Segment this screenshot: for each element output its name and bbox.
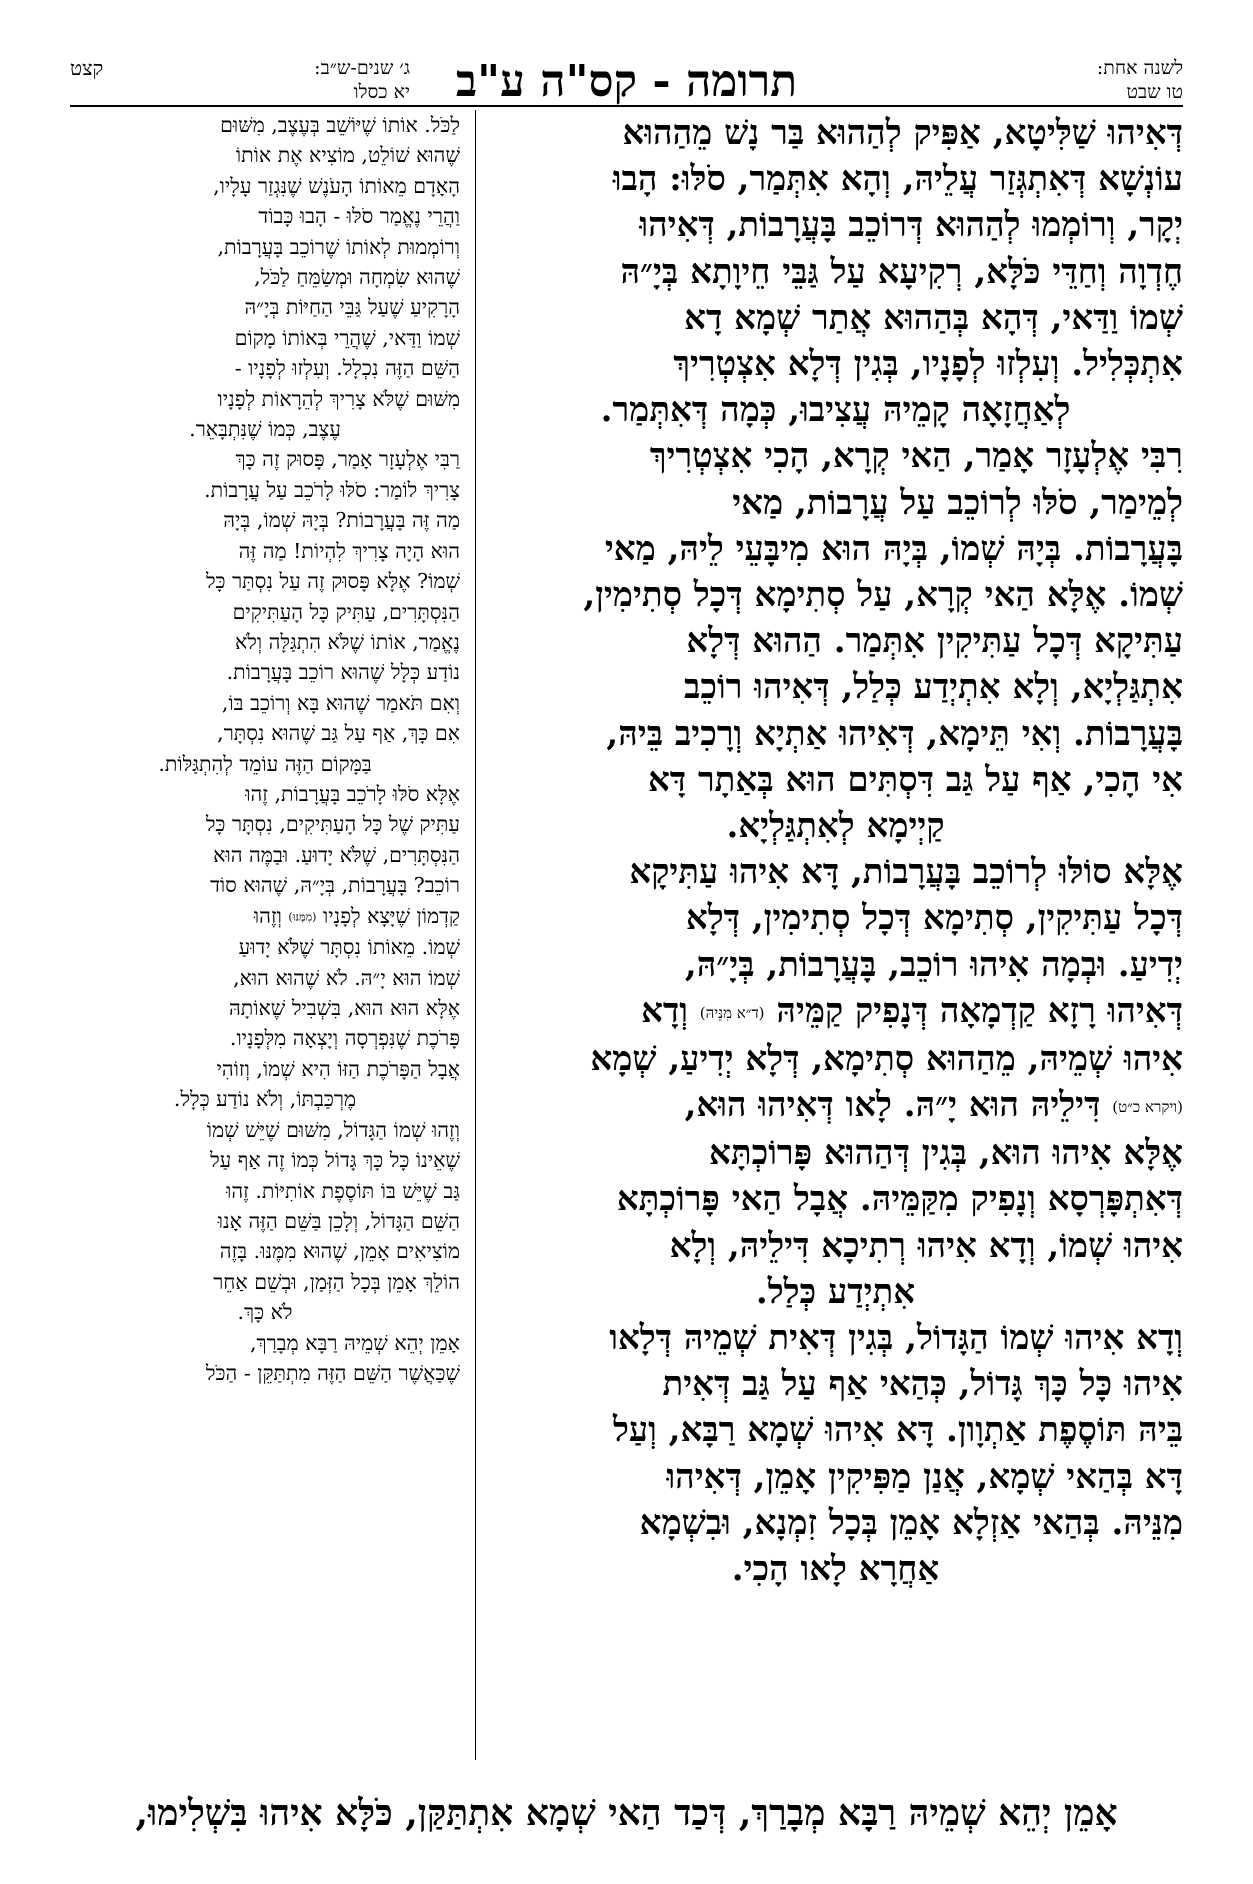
commentary-line: גַּב שֶׁיֵּשׁ בּוֹ תּוֹסֶפֶת אוֹתִיּוֹת. זֶהוּ	[226, 1178, 460, 1203]
main-text-line: אִיהוּ כָּל כָּךְ גָּדוֹל, כְּהַאי אַף עַל גַּב דְּאִית	[662, 1364, 1183, 1405]
main-text-line: אִיהוּ שְׁמֵיהּ, מֵהַהוּא סְתִימָא, דְּלָא יְדִיעַ, שְׁמָא	[590, 1038, 1183, 1079]
commentary-line: נֶאֱמַר, אוֹתוֹ שֶׁלֹּא הִתְגַּלָּה וְלֹא	[234, 629, 460, 654]
main-text-line: לְאַחֲזָאָה קָמֵיהּ עֲצִיבוּ, כְּמָה דְּאִתְּמַר.	[600, 390, 1071, 431]
main-text-line: אִיהוּ שְׁמוֹ, וְדָא אִיהוּ רְתִיכָא דִּילֵיהּ, וְלָא	[669, 1225, 1183, 1266]
commentary-line: הוּא הָיָה צָרִיךְ לִהְיוֹת! מַה זֶּה	[238, 538, 460, 563]
main-text-line: לְמֵימַר, סֹלּוּ לְרוֹכֵב עַל עֲרָבוֹת, מַאי	[732, 482, 1183, 523]
commentary-line: הָרָקִיעַ שֶׁעַל גַּבֵּי הַחַיּוֹת בְּיָ״הּ	[244, 295, 460, 320]
header-right	[943, 56, 1183, 104]
commentary-reference: (מִמֶּנּוּ)	[288, 909, 317, 923]
main-text-line: בָּעֲרָבוֹת. בְּיָהּ שְׁמוֹ, בְּיָהּ הוּא מִיבָּעֵי לֵיהּ, מַאי	[604, 528, 1183, 569]
commentary-line: שֶׁהוּא שִׂמְחָה וּמְשַׂמֵּחַ לַכֹּל,	[254, 265, 460, 290]
commentary-line: מִשּׁוּם שֶׁלֹּא צָרִיךְ לְהֵרָאוֹת לְפָנָיו	[217, 386, 460, 411]
page-title: תרומה - קס"ה ע"ב	[455, 56, 798, 107]
header-right-line1: לשנה אחת:	[1096, 57, 1183, 79]
main-text-line: קַיְימָא לְאִתְגַּלְיָא.	[726, 806, 945, 847]
main-text-reference: (ויקרא כ״ט)	[1112, 1098, 1183, 1117]
main-text-line: יְקָר, וְרוֹמְמוּ לְהַהוּא דְּרוֹכֵב בָּעֲרָבוֹת, דְּאִיהוּ	[639, 205, 1183, 246]
main-text-line: וְדָא אִיהוּ שְׁמוֹ הַגָּדוֹל, בְּגִין דְּאִית שְׁמֵיהּ דְּלָאו	[609, 1318, 1183, 1359]
main-text-line: אֶלָּא אִיהוּ הוּא, בְּגִין דְּהַהוּא פָּרוֹכְתָּא	[709, 1133, 1183, 1174]
commentary-line: פָּרֹכֶת שֶׁנִּפְרְסָה וְיָצְאָה מִלְּפָנָיו.	[229, 1026, 460, 1051]
commentary-column	[70, 110, 460, 1388]
main-text-line: דְּאִיהוּ שַׁלִּיטָא, אַפִּיק לְהַהוּא בַּר נָשׁ מֵהַהוּא	[622, 113, 1183, 153]
main-text-line: יְדִיעַ. וּבְמָה אִיהוּ רוֹכֵב, בָּעֲרָבוֹת, בְּיָ״הּ,	[684, 944, 1183, 985]
commentary-line: וְרוֹמְמוּת לְאוֹתוֹ שֶׁרוֹכֵב בָּעֲרָבוֹת,	[217, 234, 460, 259]
bottom-line: אָמֵן יְהֵא שְׁמֵיהּ רַבָּא מְבָרַךְ, דְּכַד הַאי שְׁמָא אִתְתַּקַּן, כֹּלָּא אִיהוּ בִּשְׁלִימוּ,	[135, 1792, 1118, 1834]
main-text-line: (ויקרא כ״ט) דִּילֵיהּ הוּא יָ״הּ. לָאו דְּאִיהוּ הוּא,	[684, 1085, 1183, 1126]
commentary-line: הוֹלֵךְ אָמֵן בְּכָל הַזְּמַן, וּבְשֵׁם אַחֵר	[213, 1269, 460, 1294]
main-text-column	[488, 110, 1183, 1592]
commentary-line: מוֹצִיאִים אָמֵן, שֶׁהוּא מִמֶּנּוּ. בָּזֶה	[219, 1239, 460, 1264]
commentary-line: וְזֶהוּ שְׁמוֹ הַגָּדוֹל, מִשּׁוּם שֶׁיֵּשׁ שְׁמוֹ	[206, 1117, 460, 1142]
main-text-line: עוֹנְשָׁא דְּאִתְגְּזַר עֲלֵיהּ, וְהָא אִתְּמַר, סֹלּוּ: הָבוּ	[612, 159, 1183, 200]
commentary-line: אֶלָּא סֹלּוּ לָרֹכֵב בָּעֲרָבוֹת, זֶהוּ	[245, 781, 460, 806]
header-rule	[70, 105, 1183, 107]
main-text-line: דְּאִתְפָּרְסָא וְנָפִיק מִקַּמֵּיהּ. אֲבָל הַאי פָּרוֹכְתָּא	[616, 1179, 1183, 1220]
commentary-line: הַשֵּׁם הַגָּדוֹל, וְלָכֵן בַּשֵּׁם הַזֶּה אָנוּ	[217, 1208, 460, 1233]
commentary-line: נוֹדַע כְּלָל שֶׁהוּא רוֹכֵב בָּעֲרָבוֹת.	[226, 660, 460, 685]
commentary-line: הַנִּסְתָּרִים, עַתִּיק כָּל הָעַתִּיקִים	[232, 599, 460, 624]
commentary-line: אֶלָּא הוּא הוּא, בִּשְׁבִיל שֶׁאוֹתָהּ	[228, 996, 460, 1021]
commentary-line: עַתִּיק שֶׁל כָּל הָעַתִּיקִים, נִסְתָּר כָּל	[205, 812, 460, 837]
header-left-line2: יא כסלו	[353, 81, 410, 103]
commentary-line: שְׁמוֹ? אֶלָּא פָּסוּק זֶה עַל נִסְתַּר כָּל	[205, 569, 460, 594]
main-text-line: בָּעֲרָבוֹת. וְאִי תֵּימָא, דְּאִיהוּ אַתְיָא וְרָכִיב בֵּיהּ,	[606, 713, 1183, 754]
commentary-line: אִם כָּךְ, אַף עַל גַּב שֶׁהוּא נִסְתָּר,	[217, 721, 460, 746]
main-text-line: שְׁמוֹ וַדַּאי, דְּהָא בְּהַהוּא אֲתַר שְׁמָא דָא	[684, 297, 1183, 338]
main-text-line: אִתְיְדַע כְּלַל.	[755, 1271, 916, 1312]
commentary-line: צָרִיךְ לוֹמַר: סֹלּוּ לָרֹכֵב עַל עֲרָבוֹת.	[204, 477, 460, 502]
main-text-line: אַחֲרָא לָאו הָכִי.	[731, 1549, 940, 1590]
main-text-line: שְׁמוֹ. אֶלָּא הַאי קְרָא, עַל סְתִימָא דְּכָל סְתִימִין,	[583, 575, 1183, 616]
commentary-line: שְׁמוֹ הוּא יָ״הּ. לֹא שֶׁהוּא הוּא,	[233, 965, 460, 990]
main-text-line: אִתְכְּלִיל. וְעִלְזוּ לְפָנָיו, בְּגִין דְּלָא אִצְטְרִיךְ	[673, 344, 1183, 385]
commentary-line: שֶׁכַּאֲשֶׁר הַשֵּׁם הַזֶּה מִתְתַּקֵּן - הַכֹּל	[205, 1360, 460, 1385]
commentary-line: אָמֵן יְהֵא שְׁמֵיהּ רַבָּא מְבָרַךְ,	[250, 1330, 460, 1355]
commentary-line: רוֹכֵב? בָּעֲרָבוֹת, בְּיָ״הּ, שֶׁהוּא סוֹד	[210, 873, 460, 898]
commentary-line: שֶׁאֵינוֹ כָּל כָּךְ גָּדוֹל כְּמוֹ זֶה אַף עַל	[210, 1148, 460, 1173]
header-left-line1: ג׳ שנים-ש״ב:	[314, 57, 410, 79]
commentary-line: עֶצֶב, כְּמוֹ שֶׁנִּתְבָּאֵר.	[189, 417, 341, 442]
main-text-line: רִבִּי אֶלְעָזָר אָמַר, הַאי קְרָא, הָכִי אִצְטְרִיךְ	[649, 436, 1183, 477]
commentary-line: וְאִם תֹּאמַר שֶׁהוּא בָּא וְרוֹכֵב בּוֹ,	[221, 690, 460, 715]
main-text-line: אֶלָּא סוֹלּוּ לְרוֹכֵב בָּעֲרָבוֹת, דָּא אִיהוּ עַתִּיקָא	[629, 852, 1183, 893]
main-text-line: דְּאִיהוּ רָזָא קַדְמָאָה דְּנָפִיק קַמֵּיהּ (ד״א מִנֵּיהּ) וְדָא	[641, 990, 1183, 1031]
commentary-line: וַהֲרֵי נֶאֱמַר סֹלּוּ - הָבוּ כָּבוֹד	[258, 204, 460, 229]
commentary-line: שְׁמוֹ וַדַּאי, שֶׁהֲרֵי בְּאוֹתוֹ מָקוֹם	[234, 325, 460, 350]
main-text-line: דְּכָל עַתִּיקִין, סְתִימָא דְּכָל סְתִימִין, דְּלָא	[685, 898, 1183, 939]
header-left-info	[150, 56, 410, 104]
commentary-line: קַדְמוֹן שֶׁיָּצָא לְפָנָיו (מִמֶּנּוּ) וְזֶהוּ	[253, 903, 460, 928]
main-text-line: עַתִּיקָא דְּכָל עַתִּיקִין אִתְּמַר. הַהוּא דְּלָא	[686, 621, 1183, 662]
commentary-line: מֶרְכַּבְתּוֹ, וְלֹא נוֹדַע כְּלָל.	[173, 1087, 357, 1112]
commentary-line: לֹא כָּךְ.	[237, 1300, 293, 1325]
folio-number: קצט	[70, 56, 104, 80]
commentary-line: רַבִּי אֶלְעָזָר אָמַר, פָּסוּק זֶה כָּךְ	[235, 447, 460, 472]
main-text-line: דָּא בְּהַאי שְׁמָא, אֲנַן מַפִּיקִין אָמֵן, דְּאִיהוּ	[666, 1456, 1183, 1497]
column-divider	[475, 110, 476, 1760]
main-text-line: אִי הָכִי, אַף עַל גַּב דִּסְתִּים הוּא בְּאַתָר דָּא	[647, 759, 1183, 800]
main-text-reference: (ד״א מִנֵּיהּ)	[699, 1003, 765, 1022]
commentary-line: הַשֵּׁם הַזֶּה נִכְלָל. וְעִלְזוּ לְפָנָיו -	[234, 356, 460, 381]
commentary-line: מַה זֶּה בָּעֲרָבוֹת? בְּיָהּ שְׁמוֹ, בְּיָהּ	[223, 508, 460, 533]
commentary-line: לַכֹּל. אוֹתוֹ שֶׁיּוֹשֵׁב בְּעֶצֶב, מִשּׁוּם	[220, 113, 460, 137]
main-text-line: מִנֵּיהּ. בְּהַאי אַזְלָא אָמֵן בְּכָל זִמְנָא, וּבִשְׁמָא	[639, 1502, 1183, 1543]
commentary-line: שְׁמוֹ. מֵאוֹתוֹ נִסְתָּר שֶׁלֹּא יָדוּעַ	[238, 935, 460, 960]
commentary-line: שֶׁהוּא שׁוֹלֵט, מוֹצִיא אֶת אוֹתוֹ	[235, 143, 460, 168]
main-text-line: אִתְגַּלְיָא, וְלָא אִתְיְדַע כְּלַל, דְּאִיהוּ רוֹכֵב	[684, 667, 1183, 708]
commentary-line: אֲבָל הַפָּרֹכֶת הַזּוֹ הִיא שְׁמוֹ, וְזוֹהִי	[216, 1056, 460, 1081]
main-text-line: חֶדְוָה וְחַדֵּי כֹּלָּא, רְקִיעָא עַל גַּבֵּי חֵיוָתָא בְּיָ״הּ	[620, 251, 1183, 292]
commentary-line: הַנִּסְתָּרִים, שֶׁלֹּא יָדוּעַ. וּבַמֶּה הוּא	[213, 842, 460, 867]
commentary-line: בַּמָּקוֹם הַזֶּה עוֹמֵד לְהִתְגַּלּוֹת.	[158, 751, 372, 776]
commentary-line: הָאָדָם מֵאוֹתוֹ הָעֹנֶשׁ שֶׁנִּגְזַר עָלָיו,	[213, 173, 460, 198]
header-right-line2: טו שבט	[1126, 81, 1183, 103]
main-text-line: בֵּיהּ תּוֹסֶפֶת אַתְוָון. דָּא אִיהוּ שְׁמָא רַבָּא, וְעַל	[612, 1410, 1183, 1451]
